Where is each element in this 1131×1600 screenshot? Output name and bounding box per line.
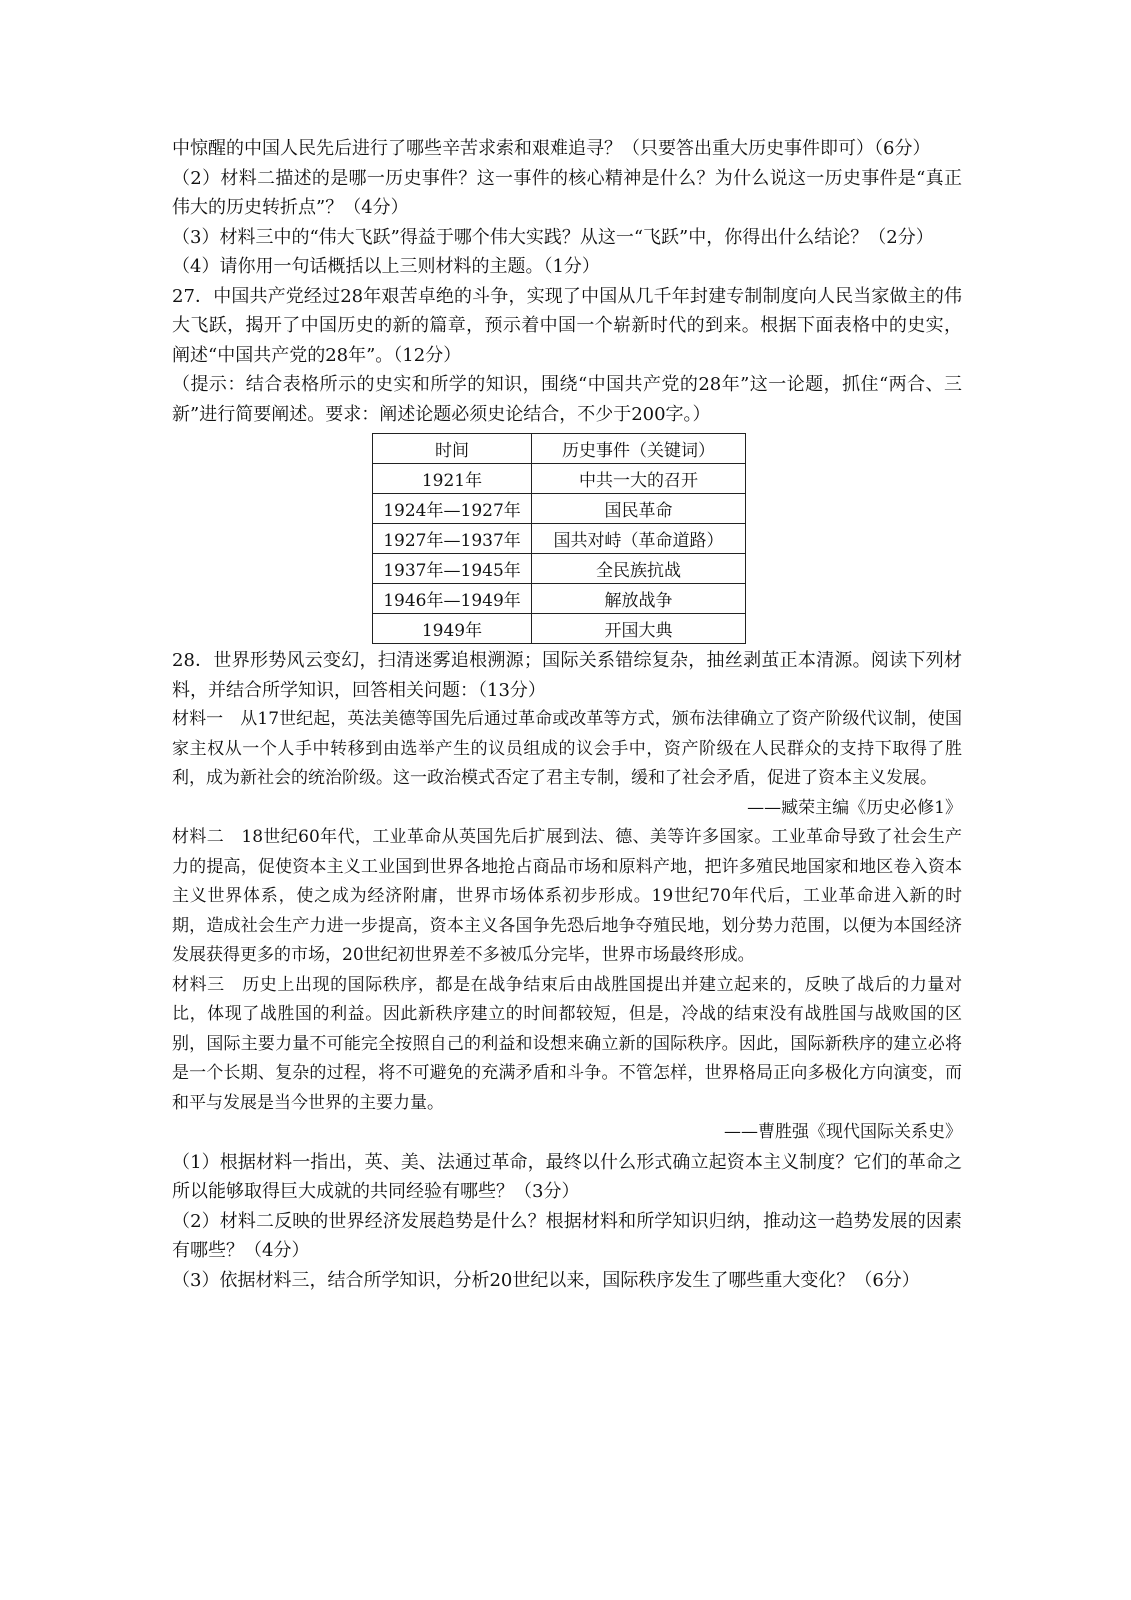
table-cell-event: 中共一大的召开	[532, 464, 746, 494]
table-row	[373, 584, 746, 614]
table-cell-time: 1946年—1949年	[373, 584, 532, 614]
q27-events-table	[372, 433, 746, 644]
q26-question-1-tail: 中惊醒的中国人民先后进行了哪些辛苦求索和艰难追寻？（只要答出重大历史事件即可）（6分）	[172, 138, 931, 159]
q28-material-1: 材料一 从17世纪起，英法美德等国先后通过革命或改革等方式，颁布法律确立了资产阶级代议制，使国家主权从一个人手中转移到由选举产生的议员组成的议会手中，资产阶级在人民群众的支持下取得了胜利，成为新社会的统治阶级。这一政治模式否定了君主专制，缓和了社会矛盾，促进了资本主义发展。	[172, 709, 962, 788]
q28-stem: 28．世界形势风云变幻，扫清迷雾追根溯源；国际关系错综复杂，抽丝剥茧正本清源。阅读下列材料，并结合所学知识，回答相关问题：（13分）	[172, 650, 962, 701]
q28-question-3: （3）依据材料三，结合所学知识，分析20世纪以来，国际秩序发生了哪些重大变化？（6分）	[172, 1269, 920, 1291]
table-cell-time: 1949年	[373, 614, 532, 644]
page-content	[172, 134, 962, 1295]
table-header-row	[373, 434, 746, 464]
table-cell-event: 全民族抗战	[532, 554, 746, 584]
table-header-event: 历史事件（关键词）	[532, 434, 746, 464]
table-row	[373, 614, 746, 644]
q28-material-1-source: ——臧荣主编《历史必修1》	[747, 797, 962, 818]
table-row	[373, 494, 746, 524]
table-cell-event: 国民革命	[532, 494, 746, 524]
q28-material-2: 材料二 18世纪60年代，工业革命从英国先后扩展到法、德、美等许多国家。工业革命导致了社会生产力的提高，促使资本主义工业国到世界各地抢占商品市场和原料产地，把许多殖民地国家和地区卷入资本主义世界体系，使之成为经济附庸，世界市场体系初步形成。19世纪70年代后，工业革命进入新的时期，造成社会生产力进一步提高，资本主义各国争先恐后地争夺殖民地，划分势力范围，以便为本国经济发展获得更多的市场，20世纪初世界差不多被瓜分完毕，世界市场最终形成。	[172, 827, 962, 965]
table-cell-event: 开国大典	[532, 614, 746, 644]
table-cell-event: 国共对峙（革命道路）	[532, 524, 746, 554]
table-header-time: 时间	[373, 434, 532, 464]
table-cell-time: 1921年	[373, 464, 532, 494]
q28-material-3-source: ——曹胜强《现代国际关系史》	[724, 1122, 962, 1142]
table-row	[373, 554, 746, 584]
q27-stem: 27．中国共产党经过28年艰苦卓绝的斗争，实现了中国从几千年封建专制制度向人民当家做主的伟大飞跃，揭开了中国历史的新的篇章，预示着中国一个崭新时代的到来。根据下面表格中的史实，阐述“中国共产党的28年”。（12分）	[172, 285, 962, 366]
q28-question-1: （1）根据材料一指出，英、美、法通过革命，最终以什么形式确立起资本主义制度？它们的革命之所以能够取得巨大成就的共同经验有哪些？（3分）	[172, 1151, 962, 1202]
table-cell-event: 解放战争	[532, 584, 746, 614]
table-row	[373, 524, 746, 554]
q26-question-2: （2）材料二描述的是哪一历史事件？这一事件的核心精神是什么？为什么说这一历史事件是“真正伟大的历史转折点”？（4分）	[172, 167, 962, 218]
table-cell-time: 1924年—1927年	[373, 494, 532, 524]
table-row	[373, 464, 746, 494]
q28-question-2: （2）材料二反映的世界经济发展趋势是什么？根据材料和所学知识归纳，推动这一趋势发展的因素有哪些？（4分）	[172, 1210, 962, 1261]
table-cell-time: 1937年—1945年	[373, 554, 532, 584]
q28-material-3: 材料三 历史上出现的国际秩序，都是在战争结束后由战胜国提出并建立起来的，反映了战后的力量对比，体现了战胜国的利益。因此新秩序建立的时间都较短，但是，冷战的结束没有战胜国与战败国的区别，国际主要力量不可能完全按照自己的利益和设想来确立新的国际秩序。因此，国际新秩序的建立必将是一个长期、复杂的过程，将不可避免的充满矛盾和斗争。不管怎样，世界格局正向多极化方向演变，而和平与发展是当今世界的主要力量。	[172, 974, 962, 1113]
table-cell-time: 1927年—1937年	[373, 524, 532, 554]
q26-question-3: （3）材料三中的“伟大飞跃”得益于哪个伟大实践？从这一“飞跃”中，你得出什么结论？（2分）	[172, 226, 934, 248]
q26-question-4: （4）请你用一句话概括以上三则材料的主题。（1分）	[172, 256, 600, 277]
q27-hint: （提示：结合表格所示的史实和所学的知识，围绕“中国共产党的28年”这一论题，抓住“两合、三新”进行简要阐述。要求：阐述论题必须史论结合，不少于200字。）	[172, 374, 962, 425]
